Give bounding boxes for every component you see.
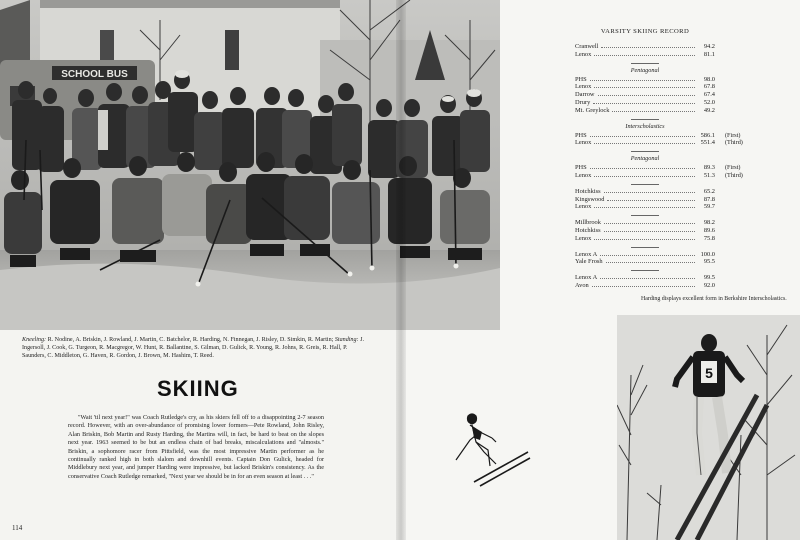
record-row [575, 251, 790, 259]
record-row [575, 274, 790, 282]
school-name: Cranwell [575, 43, 599, 50]
school-name: Lenox [575, 139, 592, 147]
team-photo [0, 0, 500, 330]
dot-leader [612, 111, 695, 112]
section-rule [631, 270, 659, 271]
record-section [575, 43, 790, 59]
article-text: "Wait 'til next year!" was Coach Rutledge's cry, as his skiers fell off to a disappointing 2-7 season record. However, with an over-abundance of promising lower formers—Pete Rowland, John Risley, Alan Briskin, Bob Martin and Rusty Harding, the Martins will, in fact, be hard to beat on the slopes next year. 1963 seemed to be but an endless chain of bad breaks, miscalculations and "almosts." Briskin, a sophomore racer from Pittsfield, was the most impressive Martin performer as he continually ranked high in both slalom and downhill events. Captain Don Gulick, headed for Middlebury next year, and jumper Harding were impressive, but lacked Briskin's consistency. As the conservative Coach Rutledge remarked, "Next year we should be in for an even season at least . . ." [68, 414, 324, 480]
school-name: Lenox [575, 203, 592, 211]
kneeling-label: Kneeling: [22, 337, 47, 343]
dot-leader [590, 136, 695, 137]
dot-leader [594, 239, 695, 240]
school-name: PHS [575, 131, 587, 139]
dot-leader [594, 87, 695, 88]
record-row [575, 227, 790, 235]
score: 100.0 [700, 250, 715, 258]
record-row [575, 51, 790, 59]
score: 51.3 [703, 171, 715, 179]
school-name: Millbrook [575, 219, 601, 227]
score: 89.3 [703, 164, 715, 172]
score: 92.0 [703, 281, 715, 289]
record-row [575, 258, 790, 266]
dot-leader [600, 278, 695, 279]
score: 81.1 [703, 50, 715, 58]
score: 95.5 [703, 258, 715, 266]
record-row [575, 203, 790, 211]
school-name: Lenox [575, 83, 592, 91]
school-name: Kingswood [575, 195, 605, 203]
record-row [575, 91, 790, 99]
dot-leader [607, 200, 695, 201]
record-row [575, 219, 790, 227]
standing-names: J. Ingersoll, J. Cook, G. Turgeon, R. Macgregor, W. Hunt, R. Ballantine, S. Gilman, D. Gulick, R. Young, R. Johns, R. Greis, R. Hall, P. Saunders, C. Middleton, G. Haven, R. Gordon, J. Brown, M. Hashim, T. Reed. [22, 337, 364, 360]
page-gutter [396, 0, 406, 540]
dot-leader [594, 207, 695, 208]
bus-sign: SCHOOL BUS [61, 69, 128, 80]
score: 98.0 [703, 75, 715, 83]
school-name: Lenox A [575, 274, 598, 282]
dot-leader [590, 80, 695, 81]
record-row [575, 196, 790, 204]
score: 49.2 [703, 106, 715, 114]
score: 59.7 [703, 203, 715, 211]
skier-illustration [450, 412, 540, 492]
score: 52.0 [703, 98, 715, 106]
record-row [575, 132, 790, 140]
school-name: Lenox [575, 171, 592, 179]
page-number: 114 [12, 524, 23, 532]
school-name: Mt. Greylock [575, 106, 610, 114]
record-row [575, 164, 790, 172]
dot-leader [598, 95, 695, 96]
record-row [575, 99, 790, 107]
school-name: Lenox [575, 50, 592, 58]
dot-leader [593, 103, 695, 104]
dot-leader [606, 262, 695, 263]
school-name: Darrow [575, 91, 595, 99]
score: 65.2 [703, 187, 715, 195]
school-name: Avon [575, 281, 589, 289]
dot-leader [594, 143, 695, 144]
school-name: Drury [575, 98, 591, 106]
dot-leader [592, 286, 695, 287]
school-name: Hotchkiss [575, 226, 601, 234]
record-title: VARSITY SKIING RECORD [600, 28, 690, 35]
section-rule [631, 215, 659, 216]
dot-leader [604, 192, 695, 193]
record-row [575, 282, 790, 290]
school-name: Lenox [575, 234, 592, 242]
ski-jumper-photo [617, 315, 800, 540]
record-section [575, 270, 790, 290]
section-label: Pentagonal [630, 155, 660, 163]
placement-note: (Third) [725, 139, 743, 147]
record-section [575, 63, 790, 115]
section-label: Pentagonal [630, 66, 660, 74]
record-row [575, 172, 790, 180]
record-section [575, 184, 790, 211]
school-name: PHS [575, 164, 587, 172]
section-rule [631, 63, 659, 64]
record-row [575, 139, 790, 147]
section-rule [631, 184, 659, 185]
dot-leader [590, 168, 695, 169]
score: 94.2 [703, 43, 715, 50]
dot-leader [604, 223, 695, 224]
dot-leader [604, 231, 695, 232]
standing-label: Standing: [334, 337, 359, 343]
dot-leader [601, 47, 695, 48]
school-name: Yale Frosh [575, 258, 603, 266]
varsity-skiing-record [575, 28, 790, 294]
section-label: Interscholastics [625, 122, 665, 130]
placement-note: (First) [725, 164, 741, 172]
score: 75.8 [703, 234, 715, 242]
record-row [575, 83, 790, 91]
dot-leader [600, 255, 695, 256]
record-row [575, 107, 790, 115]
score: 67.4 [703, 91, 715, 99]
record-section [575, 119, 790, 148]
section-rule [631, 247, 659, 248]
score: 551.4 [700, 139, 715, 147]
section-rule [631, 151, 659, 152]
record-sections [575, 43, 790, 290]
record-section [575, 215, 790, 242]
record-row [575, 235, 790, 243]
score: 586.1 [700, 131, 715, 139]
page-heading: SKIING [157, 376, 239, 401]
placement-note: (First) [725, 131, 741, 139]
bib-number: 5 [705, 365, 713, 381]
school-name: PHS [575, 75, 587, 83]
score: 87.8 [703, 195, 715, 203]
jump-photo-caption: Harding displays excellent form in Berkshire Interscholastics. [641, 296, 787, 302]
school-name: Hotchkiss [575, 187, 601, 195]
record-section [575, 151, 790, 180]
record-row [575, 188, 790, 196]
dot-leader [594, 176, 695, 177]
record-section [575, 247, 790, 267]
placement-note: (Third) [725, 171, 743, 179]
photo-caption [22, 336, 372, 361]
score: 89.6 [703, 226, 715, 234]
record-row [575, 43, 790, 51]
score: 67.8 [703, 83, 715, 91]
score: 99.5 [703, 274, 715, 282]
score: 98.2 [703, 219, 715, 227]
dot-leader [594, 55, 695, 56]
kneeling-names: R. Nodine, A. Briskin, J. Rowland, J. Martin, C. Batchelor, R. Harding, N. Finnegan, J. Risley, D. Simkin, R. Martin; [47, 337, 334, 343]
school-name: Lenox A [575, 250, 598, 258]
record-row [575, 76, 790, 84]
section-rule [631, 119, 659, 120]
